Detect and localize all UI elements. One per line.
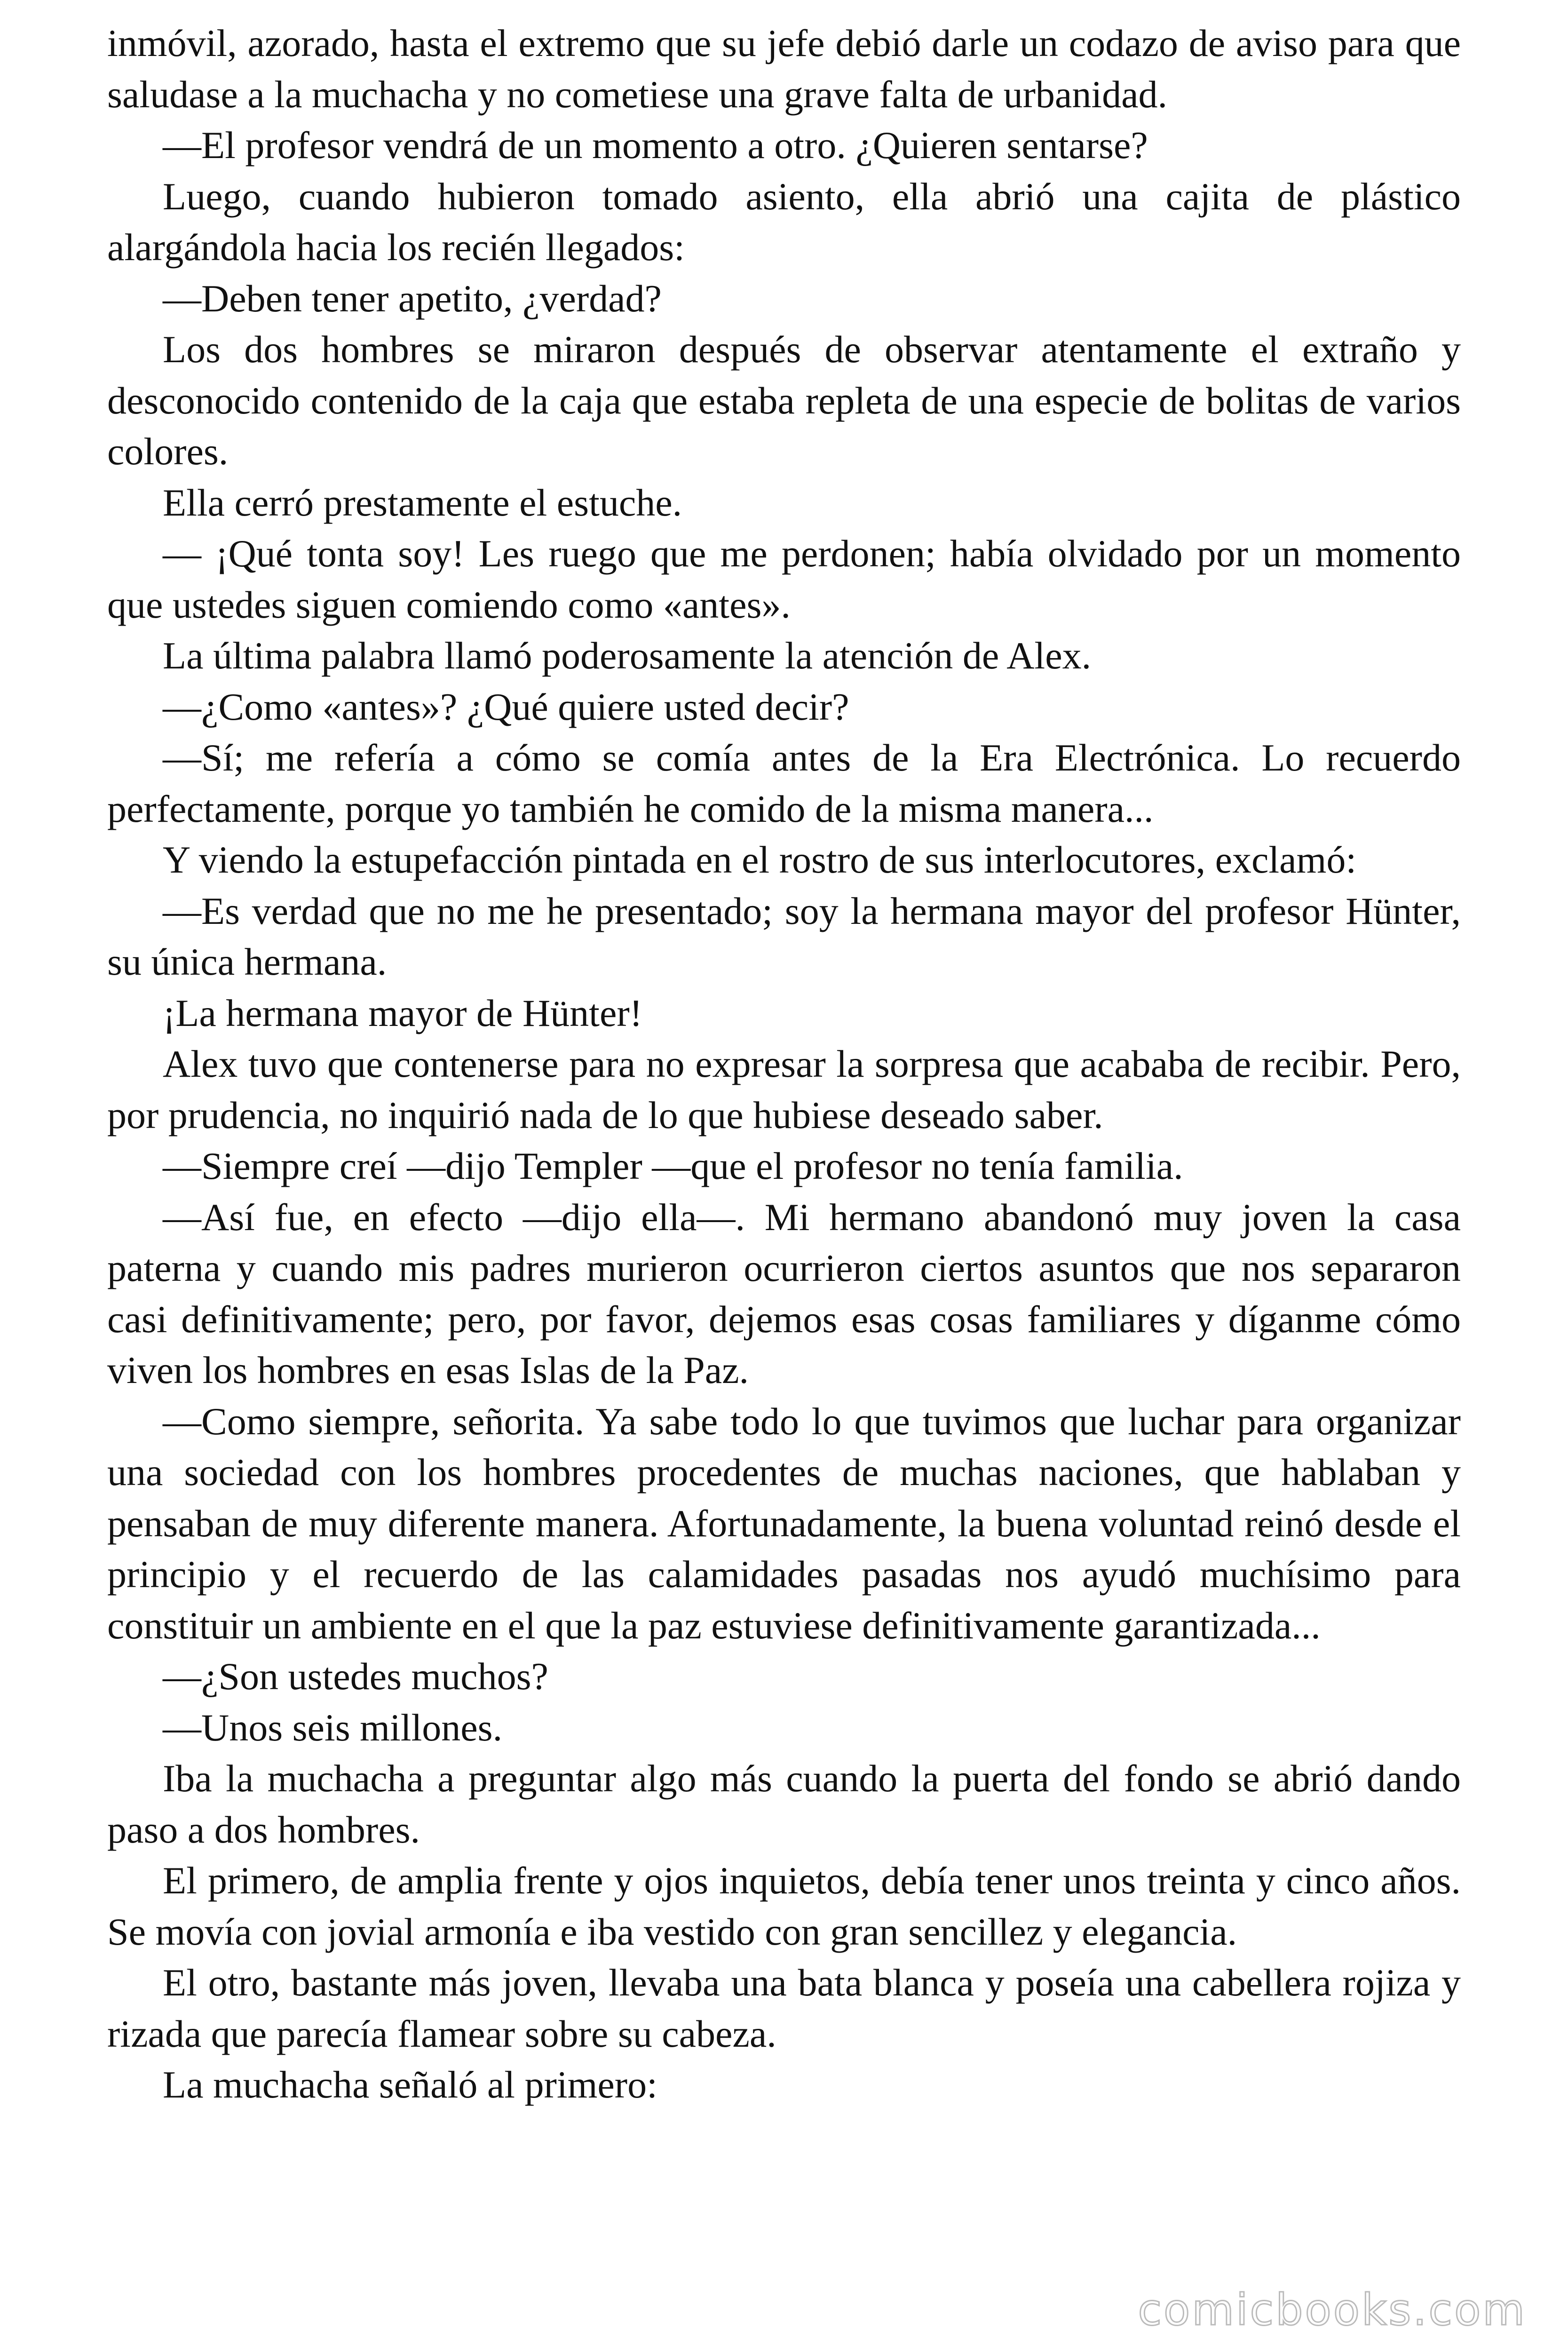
paragraph: Luego, cuando hubieron tomado asiento, ella abrió una cajita de plástico alargándola hacia los recién llegados: <box>107 175 1461 269</box>
paragraph: La muchacha señaló al primero: <box>163 2063 657 2106</box>
paragraph: —Sí; me refería a cómo se comía antes de la Era Electrónica. Lo recuerdo perfectamente, porque yo también he comido de la misma manera... <box>107 736 1461 830</box>
paragraph: — ¡Qué tonta soy! Les ruego que me perdonen; había olvidado por un momento que ustedes siguen comiendo como «antes». <box>107 532 1461 626</box>
paragraph: —Como siempre, señorita. Ya sabe todo lo que tuvimos que luchar para organizar una sociedad con los hombres procedentes de muchas naciones, que hablaban y pensaban de muy diferente manera. Afortunadamente, la buena voluntad reinó desde el principio y el recuerdo de las calamidades pasadas nos ayudó muchísimo para constituir un ambiente en el que la paz estuviese definitivamente garantizada... <box>107 1399 1461 1647</box>
paragraph: Ella cerró prestamente el estuche. <box>163 481 682 524</box>
paragraph: —Así fue, en efecto —dijo ella—. Mi hermano abandonó muy joven la casa paterna y cuando mis padres murieron ocurrieron ciertos asuntos que nos separaron casi definitivamente; pero, por favor, dejemos esas cosas familiares y díganme cómo viven los hombres en esas Islas de la Paz. <box>107 1195 1461 1391</box>
paragraph-continuation: inmóvil, azorado, hasta el extremo que su jefe debió darle un codazo de aviso para que saludase a la muchacha y no cometiese una grave falta de urbanidad. <box>107 22 1461 116</box>
paragraph: —Unos seis millones. <box>163 1706 503 1749</box>
paragraph: —¿Como «antes»? ¿Qué quiere usted decir? <box>163 685 849 728</box>
paragraph: —Es verdad que no me he presentado; soy la hermana mayor del profesor Hünter, su única hermana. <box>107 889 1461 983</box>
page-text-body <box>107 18 1461 2111</box>
paragraph: Los dos hombres se miraron después de observar atentamente el extraño y desconocido contenido de la caja que estaba repleta de una especie de bolitas de varios colores. <box>107 328 1461 473</box>
paragraph: ¡La hermana mayor de Hünter! <box>163 991 642 1034</box>
watermark-text: comicbooks.com <box>1138 2285 1527 2335</box>
paragraph: La última palabra llamó poderosamente la atención de Alex. <box>163 634 1092 677</box>
paragraph: —¿Son ustedes muchos? <box>163 1655 548 1698</box>
paragraph: —Siempre creí —dijo Templer —que el profesor no tenía familia. <box>163 1144 1183 1187</box>
paragraph: El otro, bastante más joven, llevaba una bata blanca y poseía una cabellera rojiza y rizada que parecía flamear sobre su cabeza. <box>107 1961 1461 2055</box>
paragraph: El primero, de amplia frente y ojos inquietos, debía tener unos treinta y cinco años. Se movía con jovial armonía e iba vestido con gran sencillez y elegancia. <box>107 1859 1461 1953</box>
paragraph: —El profesor vendrá de un momento a otro. ¿Quieren sentarse? <box>163 124 1148 167</box>
paragraph: —Deben tener apetito, ¿verdad? <box>163 277 662 320</box>
paragraph: Y viendo la estupefacción pintada en el rostro de sus interlocutores, exclamó: <box>163 838 1357 881</box>
paragraph: Iba la muchacha a preguntar algo más cuando la puerta del fondo se abrió dando paso a dos hombres. <box>107 1757 1461 1851</box>
paragraph: Alex tuvo que contenerse para no expresar la sorpresa que acababa de recibir. Pero, por prudencia, no inquirió nada de lo que hubiese deseado saber. <box>107 1042 1461 1136</box>
